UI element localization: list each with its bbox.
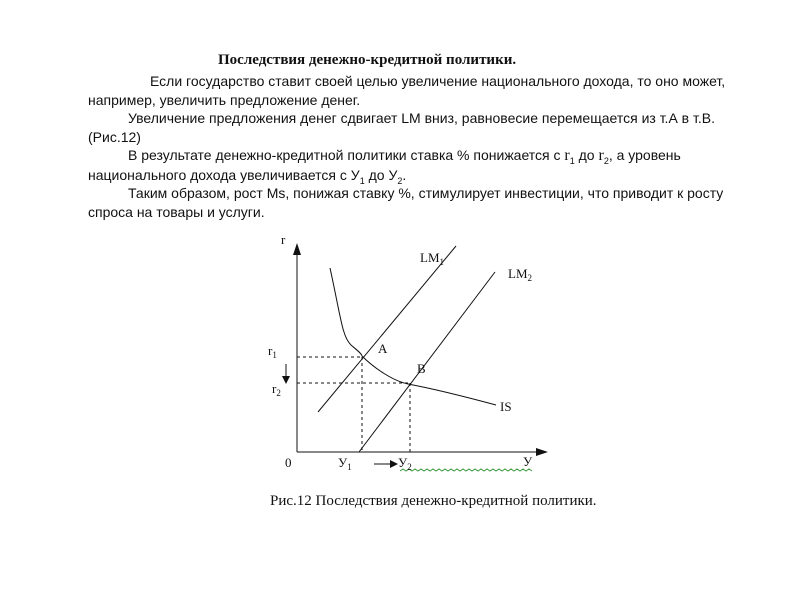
r2-label (272, 381, 281, 398)
p3-text-a: В результате денежно-кредитной политики ставка % понижается с (128, 147, 565, 163)
point-b-label: B (417, 361, 426, 376)
paragraph-4: Таким образом, рост Ms, понижая ставку %, стимулирует инвестиции, что приводит к росту спроса на товары и услуги. (88, 185, 724, 220)
r1-label-sub: 1 (272, 350, 277, 360)
lm1-label-sub: 1 (439, 257, 444, 267)
y-axis-arrow (293, 243, 301, 255)
x-axis-label: У (523, 454, 533, 469)
is-curve (330, 268, 496, 405)
p3-text-b: до (574, 147, 599, 163)
p3-y1-sub: 1 (359, 175, 365, 186)
p3-r2-sub: 2 (603, 155, 609, 166)
r1-label-main: r (268, 343, 273, 358)
lm1-line (318, 246, 456, 412)
figure-caption: Рис.12 Последствия денежно-кредитной политики. (270, 493, 597, 509)
y2-label (398, 455, 412, 472)
point-a-label: A (378, 341, 388, 356)
p3-r2: r (598, 147, 604, 164)
p3-y2-sub: 2 (397, 175, 403, 186)
p3-text-c: , а уровень национального дохода увеличивается с У (88, 147, 681, 183)
p3-text-e: . (402, 166, 407, 183)
p3-r1-sub: 1 (569, 155, 575, 166)
y1-label (338, 455, 352, 472)
p2-text-b: А (668, 110, 678, 126)
y1-label-sub: 1 (347, 462, 352, 472)
lm2-label-main: LM (508, 266, 528, 281)
lm2-label-sub: 2 (527, 273, 532, 283)
x-axis-arrow (536, 448, 548, 456)
lm2-line (359, 272, 495, 452)
r-down-arrow-head (282, 376, 290, 384)
y-axis-label: r (281, 232, 286, 247)
origin-label: 0 (285, 455, 292, 470)
p3-r1: r (564, 147, 570, 164)
paragraph-1: Если государство ставит своей целью увеличение национального дохода, то оно может, например, увеличить предложение денег. (88, 73, 726, 108)
spellcheck-squiggle (400, 469, 532, 471)
r2-label-main: r (272, 381, 277, 396)
r1-label (268, 343, 277, 360)
lm2-label (508, 266, 532, 283)
y2-label-sub: 2 (407, 462, 412, 472)
lm1-label (420, 250, 444, 267)
p2-text-c: в т.В.( (88, 110, 715, 145)
y1-label-main: У (338, 455, 348, 470)
r2-label-sub: 2 (276, 388, 281, 398)
p3-text-d: до У (364, 166, 398, 183)
y-right-arrow-head (390, 460, 398, 468)
is-label: IS (500, 399, 512, 414)
lm1-label-main: LM (420, 250, 440, 265)
p2-text-a: Увеличение предложения денег сдвигает LM вниз, равновесие перемещается из т. (128, 110, 669, 126)
y2-label-main: У (398, 455, 408, 470)
p2-text-d: Рис.12) (92, 128, 141, 145)
document-title: Последствия денежно-кредитной политики. (218, 52, 517, 68)
